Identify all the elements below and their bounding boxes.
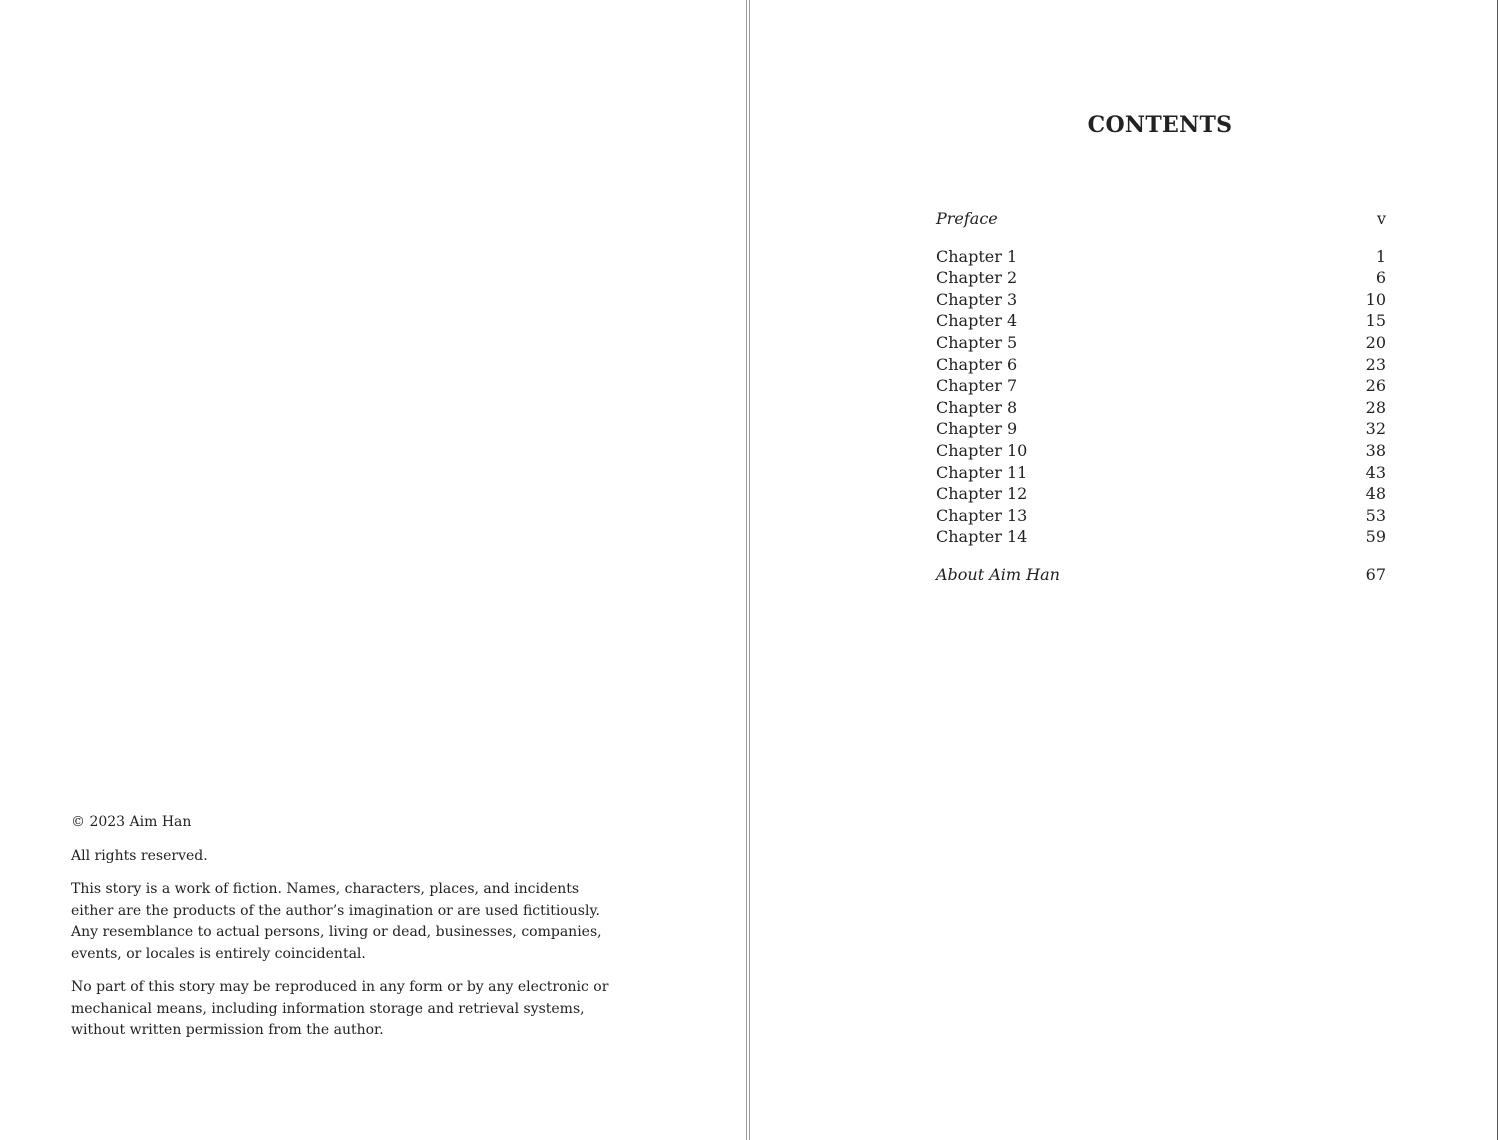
toc-label: Chapter 14 bbox=[936, 527, 1028, 547]
toc-label: Chapter 4 bbox=[936, 311, 1018, 331]
toc-page-number: 48 bbox=[1365, 484, 1386, 504]
toc-label: Chapter 2 bbox=[936, 268, 1018, 288]
toc-entry-chapter-9[interactable] bbox=[936, 418, 1386, 440]
table-of-contents bbox=[936, 208, 1386, 586]
toc-label: Chapter 11 bbox=[936, 462, 1028, 482]
toc-page-number: 10 bbox=[1365, 289, 1386, 309]
toc-label: About Aim Han bbox=[936, 564, 1060, 584]
toc-page-number: 26 bbox=[1365, 376, 1386, 396]
toc-label: Chapter 12 bbox=[936, 484, 1028, 504]
toc-entry-preface[interactable] bbox=[936, 208, 1386, 230]
toc-page-number: 23 bbox=[1365, 354, 1386, 374]
toc-label: Chapter 6 bbox=[936, 354, 1018, 374]
copyright-block bbox=[71, 812, 611, 1054]
page-edge bbox=[1497, 0, 1498, 1140]
toc-page-number: 20 bbox=[1365, 332, 1386, 352]
toc-page-number: 6 bbox=[1375, 268, 1386, 288]
toc-label: Chapter 8 bbox=[936, 397, 1018, 417]
toc-entry-chapter-14[interactable] bbox=[936, 526, 1386, 548]
toc-entry-chapter-13[interactable] bbox=[936, 505, 1386, 527]
toc-entry-chapter-3[interactable] bbox=[936, 289, 1386, 311]
toc-page-number: 53 bbox=[1365, 505, 1386, 525]
toc-label: Chapter 3 bbox=[936, 289, 1018, 309]
toc-entry-chapter-11[interactable] bbox=[936, 462, 1386, 484]
copyright-line: © 2023 Aim Han bbox=[71, 814, 192, 830]
toc-entry-chapter-7[interactable] bbox=[936, 375, 1386, 397]
toc-entry-about-author[interactable] bbox=[936, 564, 1386, 586]
toc-page-number: 67 bbox=[1365, 564, 1386, 584]
toc-label: Preface bbox=[936, 209, 998, 228]
toc-entry-chapter-12[interactable] bbox=[936, 483, 1386, 505]
toc-spacer bbox=[936, 548, 1386, 564]
toc-entry-chapter-6[interactable] bbox=[936, 354, 1386, 376]
contents-title: CONTENTS bbox=[1087, 112, 1233, 138]
fiction-notice: This story is a work of fiction. Names, characters, places, and incidents either are the products of the author’s imagination or are used fictitiously. Any resemblance to actual persons, living or dead, businesses, companies, events, or locales is entirely coincidental. bbox=[71, 881, 602, 962]
reproduction-notice: No part of this story may be reproduced in any form or by any electronic or mechanical means, including information storage and retrieval systems, without written permission from the author. bbox=[71, 979, 609, 1038]
toc-entry-chapter-5[interactable] bbox=[936, 332, 1386, 354]
toc-page-number: 28 bbox=[1365, 397, 1386, 417]
rights-line: All rights reserved. bbox=[71, 847, 208, 864]
toc-page-number: 1 bbox=[1375, 246, 1386, 266]
toc-page-number: 32 bbox=[1365, 419, 1386, 439]
toc-entry-chapter-4[interactable] bbox=[936, 310, 1386, 332]
toc-entry-chapter-1[interactable] bbox=[936, 246, 1386, 268]
toc-label: Chapter 1 bbox=[936, 246, 1018, 266]
toc-label: Chapter 9 bbox=[936, 419, 1018, 439]
toc-entry-chapter-2[interactable] bbox=[936, 267, 1386, 289]
toc-spacer bbox=[936, 230, 1386, 246]
toc-page-number: 43 bbox=[1365, 462, 1386, 482]
contents-page bbox=[750, 0, 1498, 1140]
toc-label: Chapter 7 bbox=[936, 376, 1018, 396]
toc-page-number: v bbox=[1376, 209, 1386, 228]
toc-entry-chapter-8[interactable] bbox=[936, 397, 1386, 419]
toc-label: Chapter 5 bbox=[936, 332, 1018, 352]
toc-entry-chapter-10[interactable] bbox=[936, 440, 1386, 462]
toc-label: Chapter 13 bbox=[936, 505, 1028, 525]
toc-label: Chapter 10 bbox=[936, 440, 1028, 460]
toc-page-number: 15 bbox=[1365, 311, 1386, 331]
toc-page-number: 59 bbox=[1365, 527, 1386, 547]
copyright-page bbox=[0, 0, 746, 1140]
toc-page-number: 38 bbox=[1365, 440, 1386, 460]
